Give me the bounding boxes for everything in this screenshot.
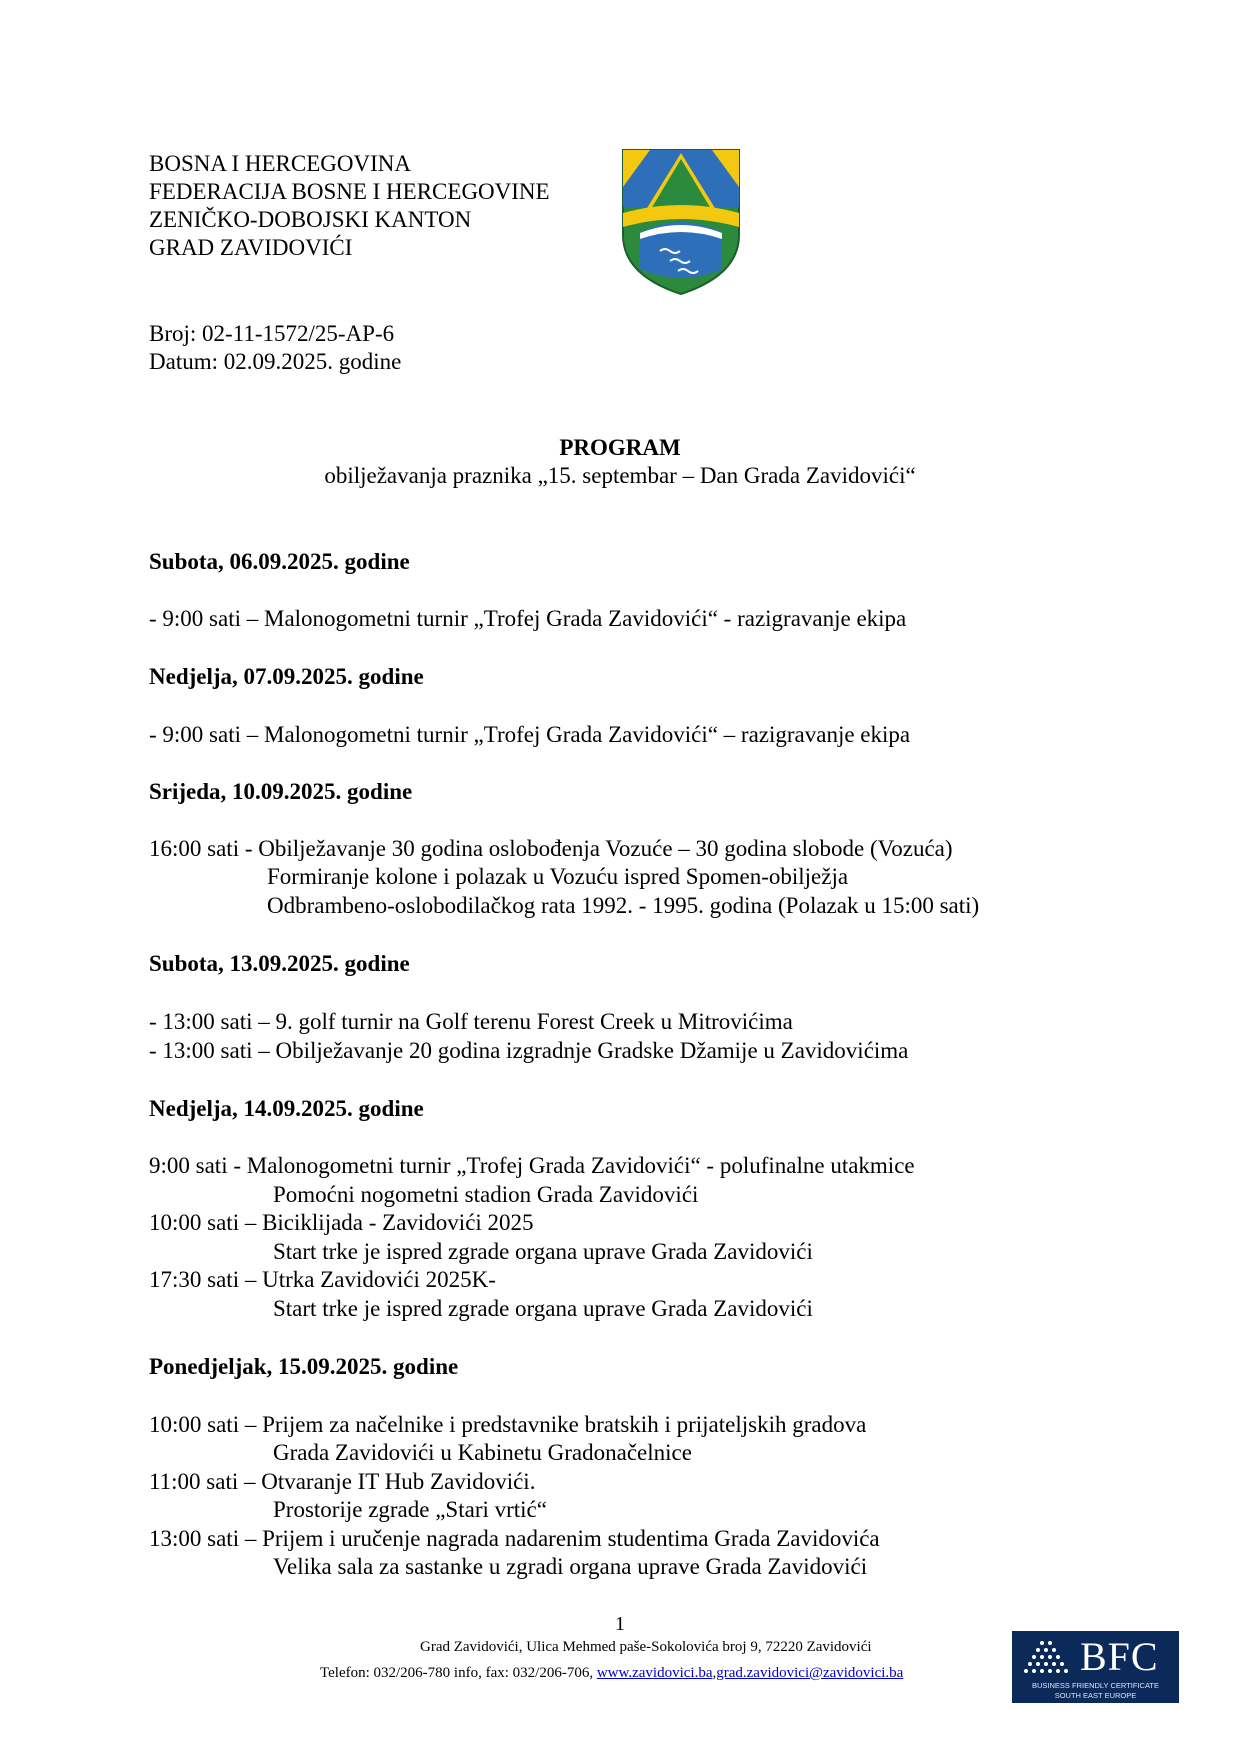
day-heading: Srijeda, 10.09.2025. godine	[149, 779, 413, 804]
program-item: - 13:00 sati – 9. golf turnir na Golf terenu Forest Creek u Mitrovićima	[149, 1009, 793, 1034]
program-item: 10:00 sati – Prijem za načelnike i predstavnike bratskih i prijateljskih gradova	[149, 1412, 867, 1437]
document-subtitle: obilježavanja praznika „15. septembar – Dan Grada Zavidovići“	[324, 463, 916, 488]
program-item: 16:00 sati - Obilježavanje 30 godina oslobođenja Vozuće – 30 godina slobode (Vozuća)	[149, 836, 953, 861]
program-item-detail: Formiranje kolone i polazak u Vozuću ispred Spomen-obilježja	[267, 864, 849, 889]
program-item-detail: Velika sala za sastanke u zgradi organa uprave Grada Zavidovići	[273, 1554, 868, 1579]
bfc-badge	[1012, 1631, 1179, 1703]
title-block	[0, 434, 1240, 490]
document-reference	[149, 320, 401, 376]
program-item-detail: Grada Zavidovići u Kabinetu Gradonačelnice	[273, 1440, 692, 1465]
program-item-detail: Odbrambeno-oslobodilačkog rata 1992. - 1995. godina (Polazak u 15:00 sati)	[267, 893, 980, 918]
bfc-logo-text: BFC	[1080, 1634, 1159, 1679]
program-item-detail: Prostorije zgrade „Stari vrtić“	[273, 1497, 547, 1522]
program-item: 13:00 sati – Prijem i uručenje nagrada nadarenim studentima Grada Zavidovića	[149, 1526, 880, 1551]
program-item-detail: Start trke je ispred zgrade organa uprave Grada Zavidovići	[273, 1296, 813, 1321]
email-link[interactable]: grad.zavidovici@zavidovici.ba	[716, 1665, 904, 1681]
document-title: PROGRAM	[559, 435, 681, 460]
program-item: 10:00 sati – Biciklijada - Zavidovići 2025	[149, 1210, 534, 1235]
coat-of-arms-icon	[620, 147, 742, 297]
day-heading: Nedjelja, 14.09.2025. godine	[149, 1096, 424, 1121]
bfc-region: SOUTH EAST EUROPE	[1054, 1691, 1137, 1700]
footer-contact	[320, 1663, 903, 1683]
reference-date: Datum: 02.09.2025. godine	[149, 349, 402, 374]
bfc-subtitle: BUSINESS FRIENDLY CERTIFICATE	[1032, 1681, 1159, 1690]
program-item: 9:00 sati - Malonogometni turnir „Trofej Grada Zavidovići“ - polufinalne utakmice	[149, 1153, 915, 1178]
program-item: - 13:00 sati – Obilježavanje 20 godina izgradnje Gradske Džamije u Zavidovićima	[149, 1038, 909, 1063]
program-item-detail: Start trke je ispred zgrade organa uprave Grada Zavidovići	[273, 1239, 813, 1264]
program-item-detail: Pomoćni nogometni stadion Grada Zavidovići	[273, 1182, 699, 1207]
day-heading: Subota, 13.09.2025. godine	[149, 951, 410, 976]
footer-phone: Telefon: 032/206-780 info, fax: 032/206-706,	[320, 1665, 597, 1681]
header-line-canton: ZENIČKO-DOBOJSKI KANTON	[149, 207, 472, 232]
day-heading: Subota, 06.09.2025. godine	[149, 549, 410, 574]
footer-address: Grad Zavidovići, Ulica Mehmed paše-Sokolovića broj 9, 72220 Zavidovići	[420, 1639, 872, 1655]
header-line-country: BOSNA I HERCEGOVINA	[149, 151, 411, 176]
footer-separator: ,	[712, 1665, 717, 1681]
program-item: - 9:00 sati – Malonogometni turnir „Trofej Grada Zavidovići“ – razigravanje ekipa	[149, 722, 911, 747]
day-heading: Nedjelja, 07.09.2025. godine	[149, 664, 424, 689]
program-item: 17:30 sati – Utrka Zavidovići 2025K-	[149, 1267, 496, 1292]
website-link[interactable]: www.zavidovici.ba	[596, 1665, 713, 1681]
program-item: 11:00 sati – Otvaranje IT Hub Zavidovići.	[149, 1469, 536, 1494]
header-line-city: GRAD ZAVIDOVIĆI	[149, 235, 353, 260]
page-number: 1	[615, 1613, 625, 1635]
issuer-header	[149, 150, 550, 262]
day-heading: Ponedjeljak, 15.09.2025. godine	[149, 1354, 459, 1379]
header-line-federation: FEDERACIJA BOSNE I HERCEGOVINE	[149, 179, 550, 204]
program-item: - 9:00 sati – Malonogometni turnir „Trofej Grada Zavidovići“ - razigravanje ekipa	[149, 606, 907, 631]
reference-number: Broj: 02-11-1572/25-AP-6	[149, 321, 395, 346]
